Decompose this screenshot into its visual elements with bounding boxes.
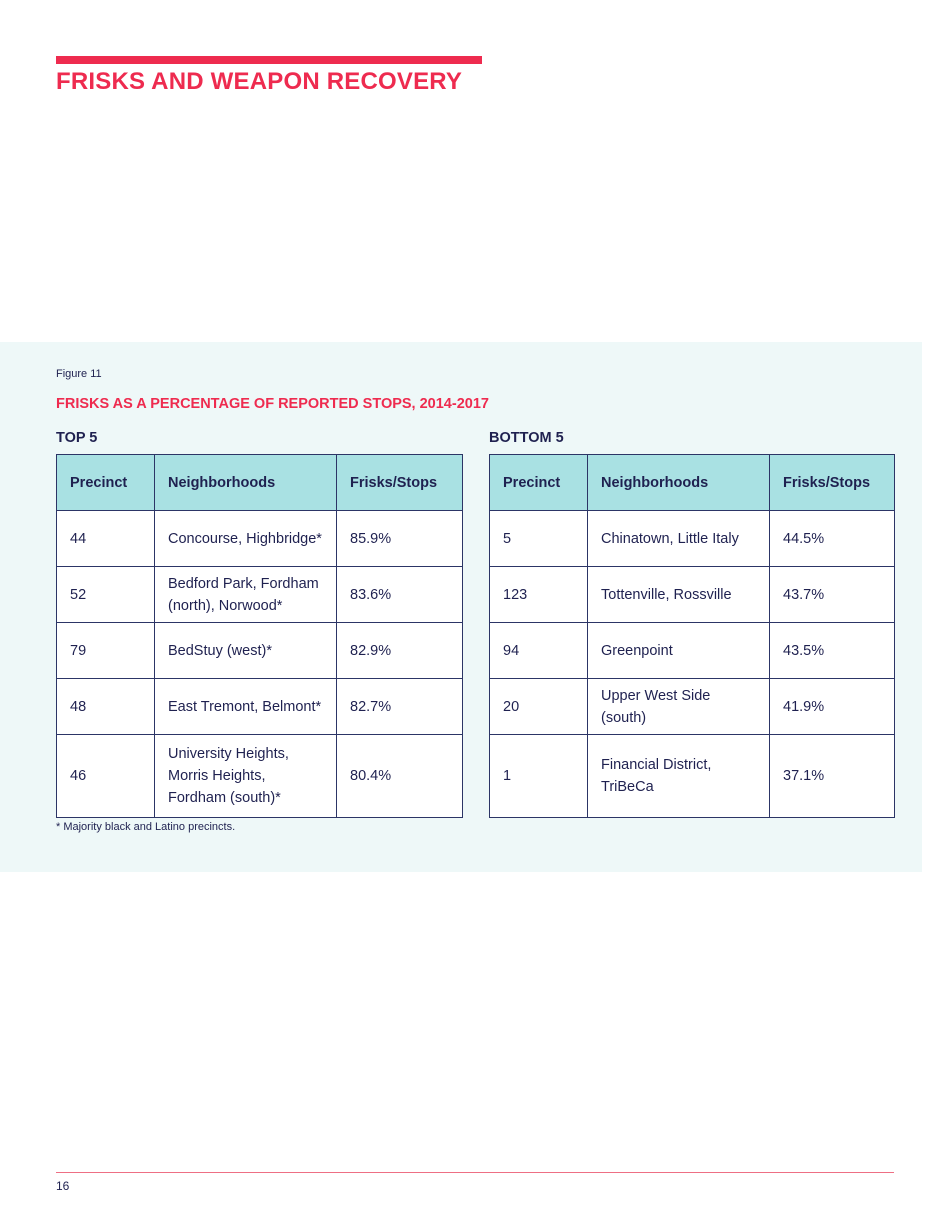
ratio-cell: 83.6% <box>337 567 463 623</box>
table-row <box>57 623 463 679</box>
section-title: FRISKS AND WEAPON RECOVERY <box>56 68 463 95</box>
bottom5-heading: BOTTOM 5 <box>489 430 564 446</box>
top5-table <box>56 454 463 818</box>
column-header: Neighborhoods <box>588 455 770 511</box>
figure-title: FRISKS AS A PERCENTAGE OF REPORTED STOPS, 2014-2017 <box>56 396 489 412</box>
precinct-cell: 123 <box>490 567 588 623</box>
table-row <box>57 679 463 735</box>
table-row <box>57 511 463 567</box>
footnote: * Majority black and Latino precincts. <box>56 821 236 833</box>
table-row <box>490 623 895 679</box>
ratio-cell: 85.9% <box>337 511 463 567</box>
precinct-cell: 79 <box>57 623 155 679</box>
neighborhoods-cell: Upper West Side (south) <box>588 679 770 735</box>
precinct-cell: 44 <box>57 511 155 567</box>
page-number: 16 <box>56 1179 70 1193</box>
neighborhoods-cell: Concourse, Highbridge* <box>155 511 337 567</box>
column-header: Frisks/Stops <box>770 455 895 511</box>
neighborhoods-cell: Greenpoint <box>588 623 770 679</box>
table-header-row <box>490 455 895 511</box>
column-header: Neighborhoods <box>155 455 337 511</box>
title-accent-bar <box>56 56 482 64</box>
ratio-cell: 82.9% <box>337 623 463 679</box>
neighborhoods-cell: Chinatown, Little Italy <box>588 511 770 567</box>
ratio-cell: 37.1% <box>770 735 895 818</box>
precinct-cell: 1 <box>490 735 588 818</box>
precinct-cell: 5 <box>490 511 588 567</box>
column-header: Precinct <box>490 455 588 511</box>
precinct-cell: 46 <box>57 735 155 818</box>
neighborhoods-cell: BedStuy (west)* <box>155 623 337 679</box>
ratio-cell: 43.5% <box>770 623 895 679</box>
precinct-cell: 20 <box>490 679 588 735</box>
table-row <box>490 511 895 567</box>
table-row <box>57 735 463 818</box>
figure-label: Figure 11 <box>56 368 102 380</box>
ratio-cell: 82.7% <box>337 679 463 735</box>
ratio-cell: 41.9% <box>770 679 895 735</box>
table-header-row <box>57 455 463 511</box>
table-row <box>490 679 895 735</box>
neighborhoods-cell: University Heights, Morris Heights, Fordham (south)* <box>155 735 337 818</box>
neighborhoods-cell: Financial District, TriBeCa <box>588 735 770 818</box>
column-header: Frisks/Stops <box>337 455 463 511</box>
top5-heading: TOP 5 <box>56 430 98 446</box>
bottom5-table <box>489 454 895 818</box>
column-header: Precinct <box>57 455 155 511</box>
neighborhoods-cell: Bedford Park, Fordham (north), Norwood* <box>155 567 337 623</box>
footer-divider <box>56 1172 894 1173</box>
precinct-cell: 52 <box>57 567 155 623</box>
table-row <box>490 567 895 623</box>
neighborhoods-cell: East Tremont, Belmont* <box>155 679 337 735</box>
ratio-cell: 80.4% <box>337 735 463 818</box>
table-row <box>490 735 895 818</box>
ratio-cell: 44.5% <box>770 511 895 567</box>
neighborhoods-cell: Tottenville, Rossville <box>588 567 770 623</box>
table-row <box>57 567 463 623</box>
precinct-cell: 48 <box>57 679 155 735</box>
ratio-cell: 43.7% <box>770 567 895 623</box>
precinct-cell: 94 <box>490 623 588 679</box>
